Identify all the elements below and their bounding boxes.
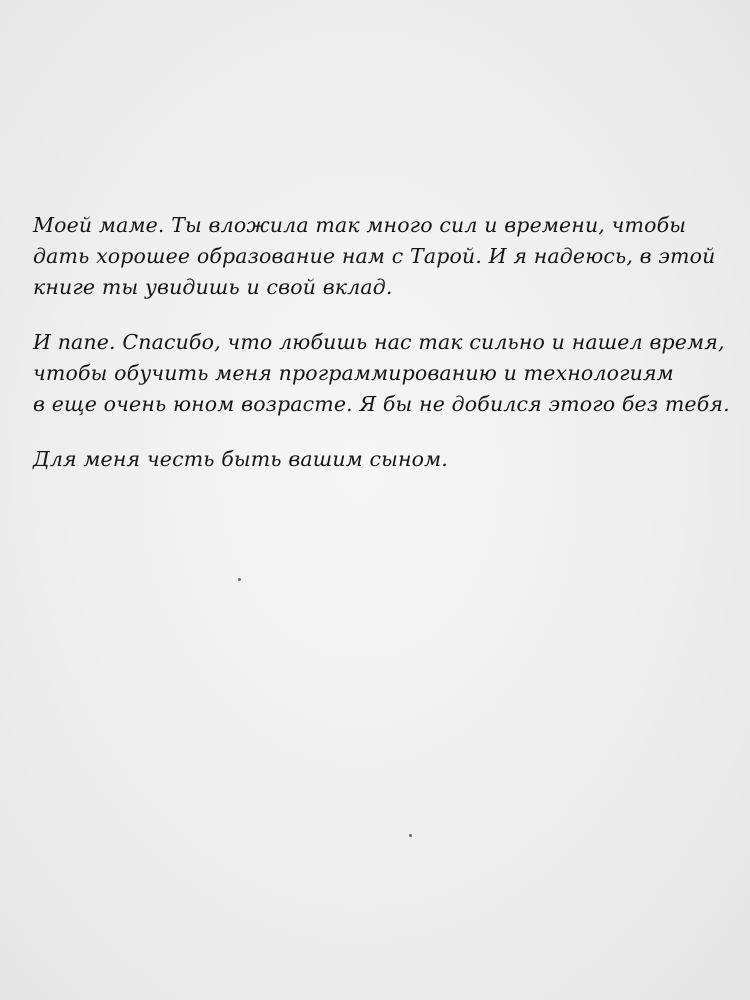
dedication-paragraph-father [33,327,730,420]
text-line: чтобы обучить меня программированию и технологиям [33,361,674,385]
text-line: дать хорошее образование нам с Тарой. И я надеюсь, в этой [33,244,716,268]
text-line: в еще очень юном возрасте. Я бы не добился этого без тебя. [33,392,730,416]
text-line: Моей маме. Ты вложила так много сил и времени, чтобы [33,213,687,237]
dedication-text [33,210,730,499]
text-line: И папе. Спасибо, что любишь нас так сильно и нашел время, [33,330,725,354]
dedication-paragraph-mother [33,210,716,303]
paper-speck [238,578,241,581]
paper-speck [409,834,412,837]
text-line: Для меня честь быть вашим сыном. [33,447,448,471]
dedication-paragraph-closing [33,444,693,475]
text-line: книге ты увидишь и свой вклад. [33,275,393,299]
